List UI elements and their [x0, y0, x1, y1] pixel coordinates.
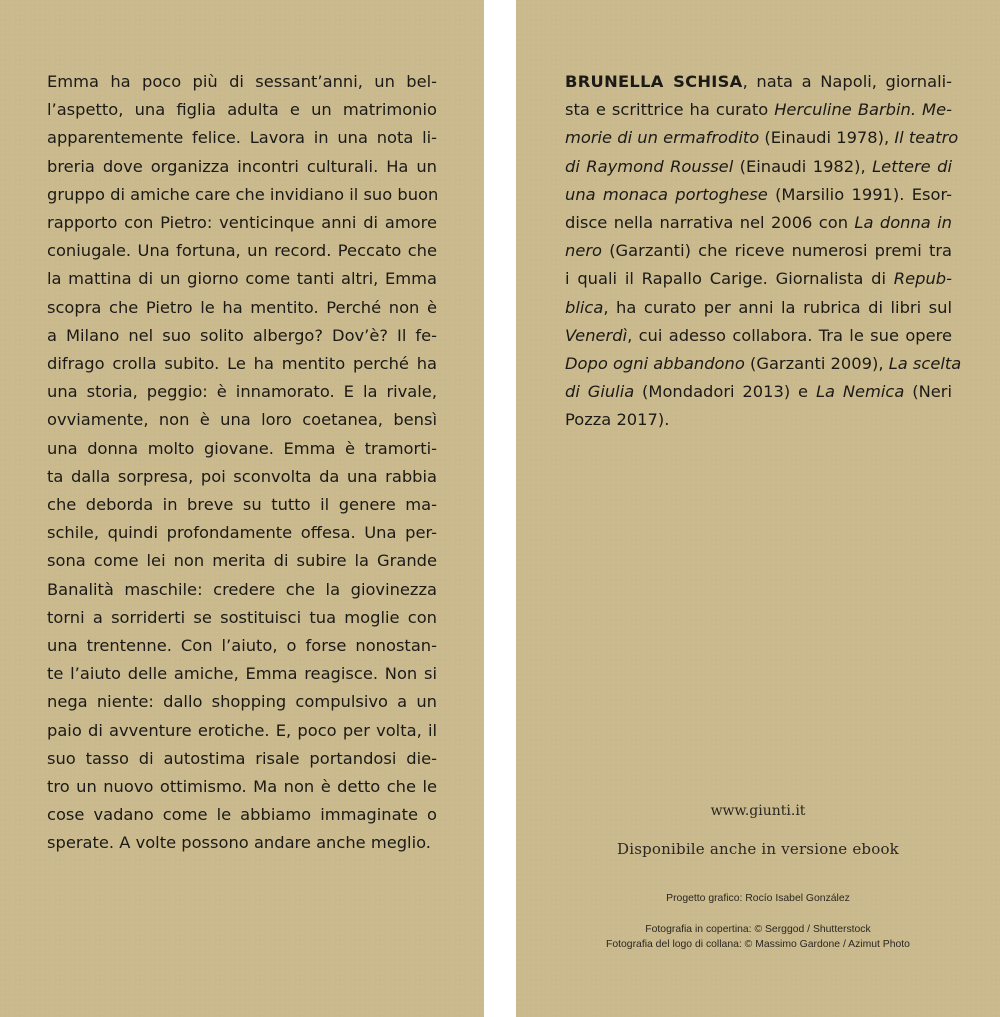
blurb-line: nega niente: dallo shopping compulsivo a un	[47, 692, 437, 712]
blurb-line: rapporto con Pietro: venticinque anni di amore	[47, 213, 437, 233]
blurb-line: te l’aiuto delle amiche, Emma reagisce. Non si	[47, 664, 437, 684]
blurb-line: difrago crolla subito. Le ha mentito perché ha	[47, 354, 437, 374]
blurb-line: che deborda in breve su tutto il genere ma-	[47, 495, 437, 515]
logo-photo-credit: Fotografia del logo di collana: © Massimo Gardone / Azimut Photo	[606, 939, 910, 950]
blurb-line: gruppo di amiche care che invidiano il suo buon	[47, 184, 439, 204]
blurb-line: sperate. A volte possono andare anche meglio.	[47, 833, 431, 853]
blurb-line: breria dove organizza incontri culturali. Ha un	[47, 156, 437, 176]
blurb-line: schile, quindi profondamente offesa. Una per-	[47, 523, 437, 543]
cover-photo-credit: Fotografia in copertina: © Serggod / Shutterstock	[645, 924, 871, 935]
blurb-line: una trentenne. Con l’aiuto, o forse nonostan-	[47, 636, 437, 656]
blurb-line: sona come lei non merita di subire la Grande	[47, 551, 437, 571]
blurb-line: a Milano nel suo solito albergo? Dov’è? Il fe-	[47, 325, 437, 345]
author-name: BRUNELLA SCHISA	[565, 72, 743, 91]
left-flap	[0, 0, 484, 1017]
publisher-website: www.giunti.it	[710, 803, 806, 819]
blurb-line: torni a sorriderti se sostituisci tua moglie con	[47, 607, 437, 627]
blurb-line: scopra che Pietro le ha mentito. Perché non è	[47, 297, 437, 317]
blurb-line: coniugale. Una fortuna, un record. Peccato che	[47, 241, 437, 261]
book-blurb	[47, 68, 437, 858]
blurb-line: ta dalla sorpresa, poi sconvolta da una rabbia	[47, 466, 437, 486]
author-bio: BRUNELLA SCHISA, nata a Napoli, giornali- sta e scrittrice ha curato Herculine Barbin. Me- morie di un ermafrodito (Einaudi 1978), Il teatro di Raymond Roussel (Einaudi 1982), Lettere di una monaca portoghese (Marsilio 1991). Esor- disce nella narrativa nel 2006 con La donna in nero (Garzanti) che riceve numerosi premi tra i quali il Rapallo Carige. Giornalista di Repub- blica, ha curato per anni la rubrica di libri sul Venerdì, cui adesso collabora. Tra le sue opere Dopo ogni abbandono (Garzanti 2009), La scelta di Giulia (Mondadori 2013) e La Nemica (Neri Pozza 2017).	[565, 72, 962, 430]
ebook-availability: Disponibile anche in versione ebook	[617, 840, 899, 858]
blurb-line: la mattina di un giorno come tanti altri, Emma	[47, 269, 437, 289]
blurb-line: tro un nuovo ottimismo. Ma non è detto che le	[47, 777, 437, 797]
blurb-line: apparentemente felice. Lavora in una nota li-	[47, 128, 437, 148]
blurb-line: una donna molto giovane. Emma è tramorti-	[47, 438, 437, 458]
blurb-line: l’aspetto, una figlia adulta e un matrimonio	[47, 100, 437, 120]
blurb-line: paio di avventure erotiche. E, poco per volta, il	[47, 720, 437, 740]
blurb-line: una storia, peggio: è innamorato. E la rivale,	[47, 382, 437, 402]
blurb-line: suo tasso di autostima risale portandosi die-	[47, 748, 437, 768]
graphic-design-credit: Progetto grafico: Rocío Isabel González	[666, 893, 850, 904]
blurb-line: cose vadano come le abbiamo immaginate o	[47, 805, 437, 825]
blurb-line: Emma ha poco più di sessant’anni, un bel-	[47, 72, 437, 91]
blurb-line: ovviamente, non è una loro coetanea, bensì	[47, 410, 437, 430]
blurb-line: Banalità maschile: credere che la giovinezza	[47, 579, 437, 599]
